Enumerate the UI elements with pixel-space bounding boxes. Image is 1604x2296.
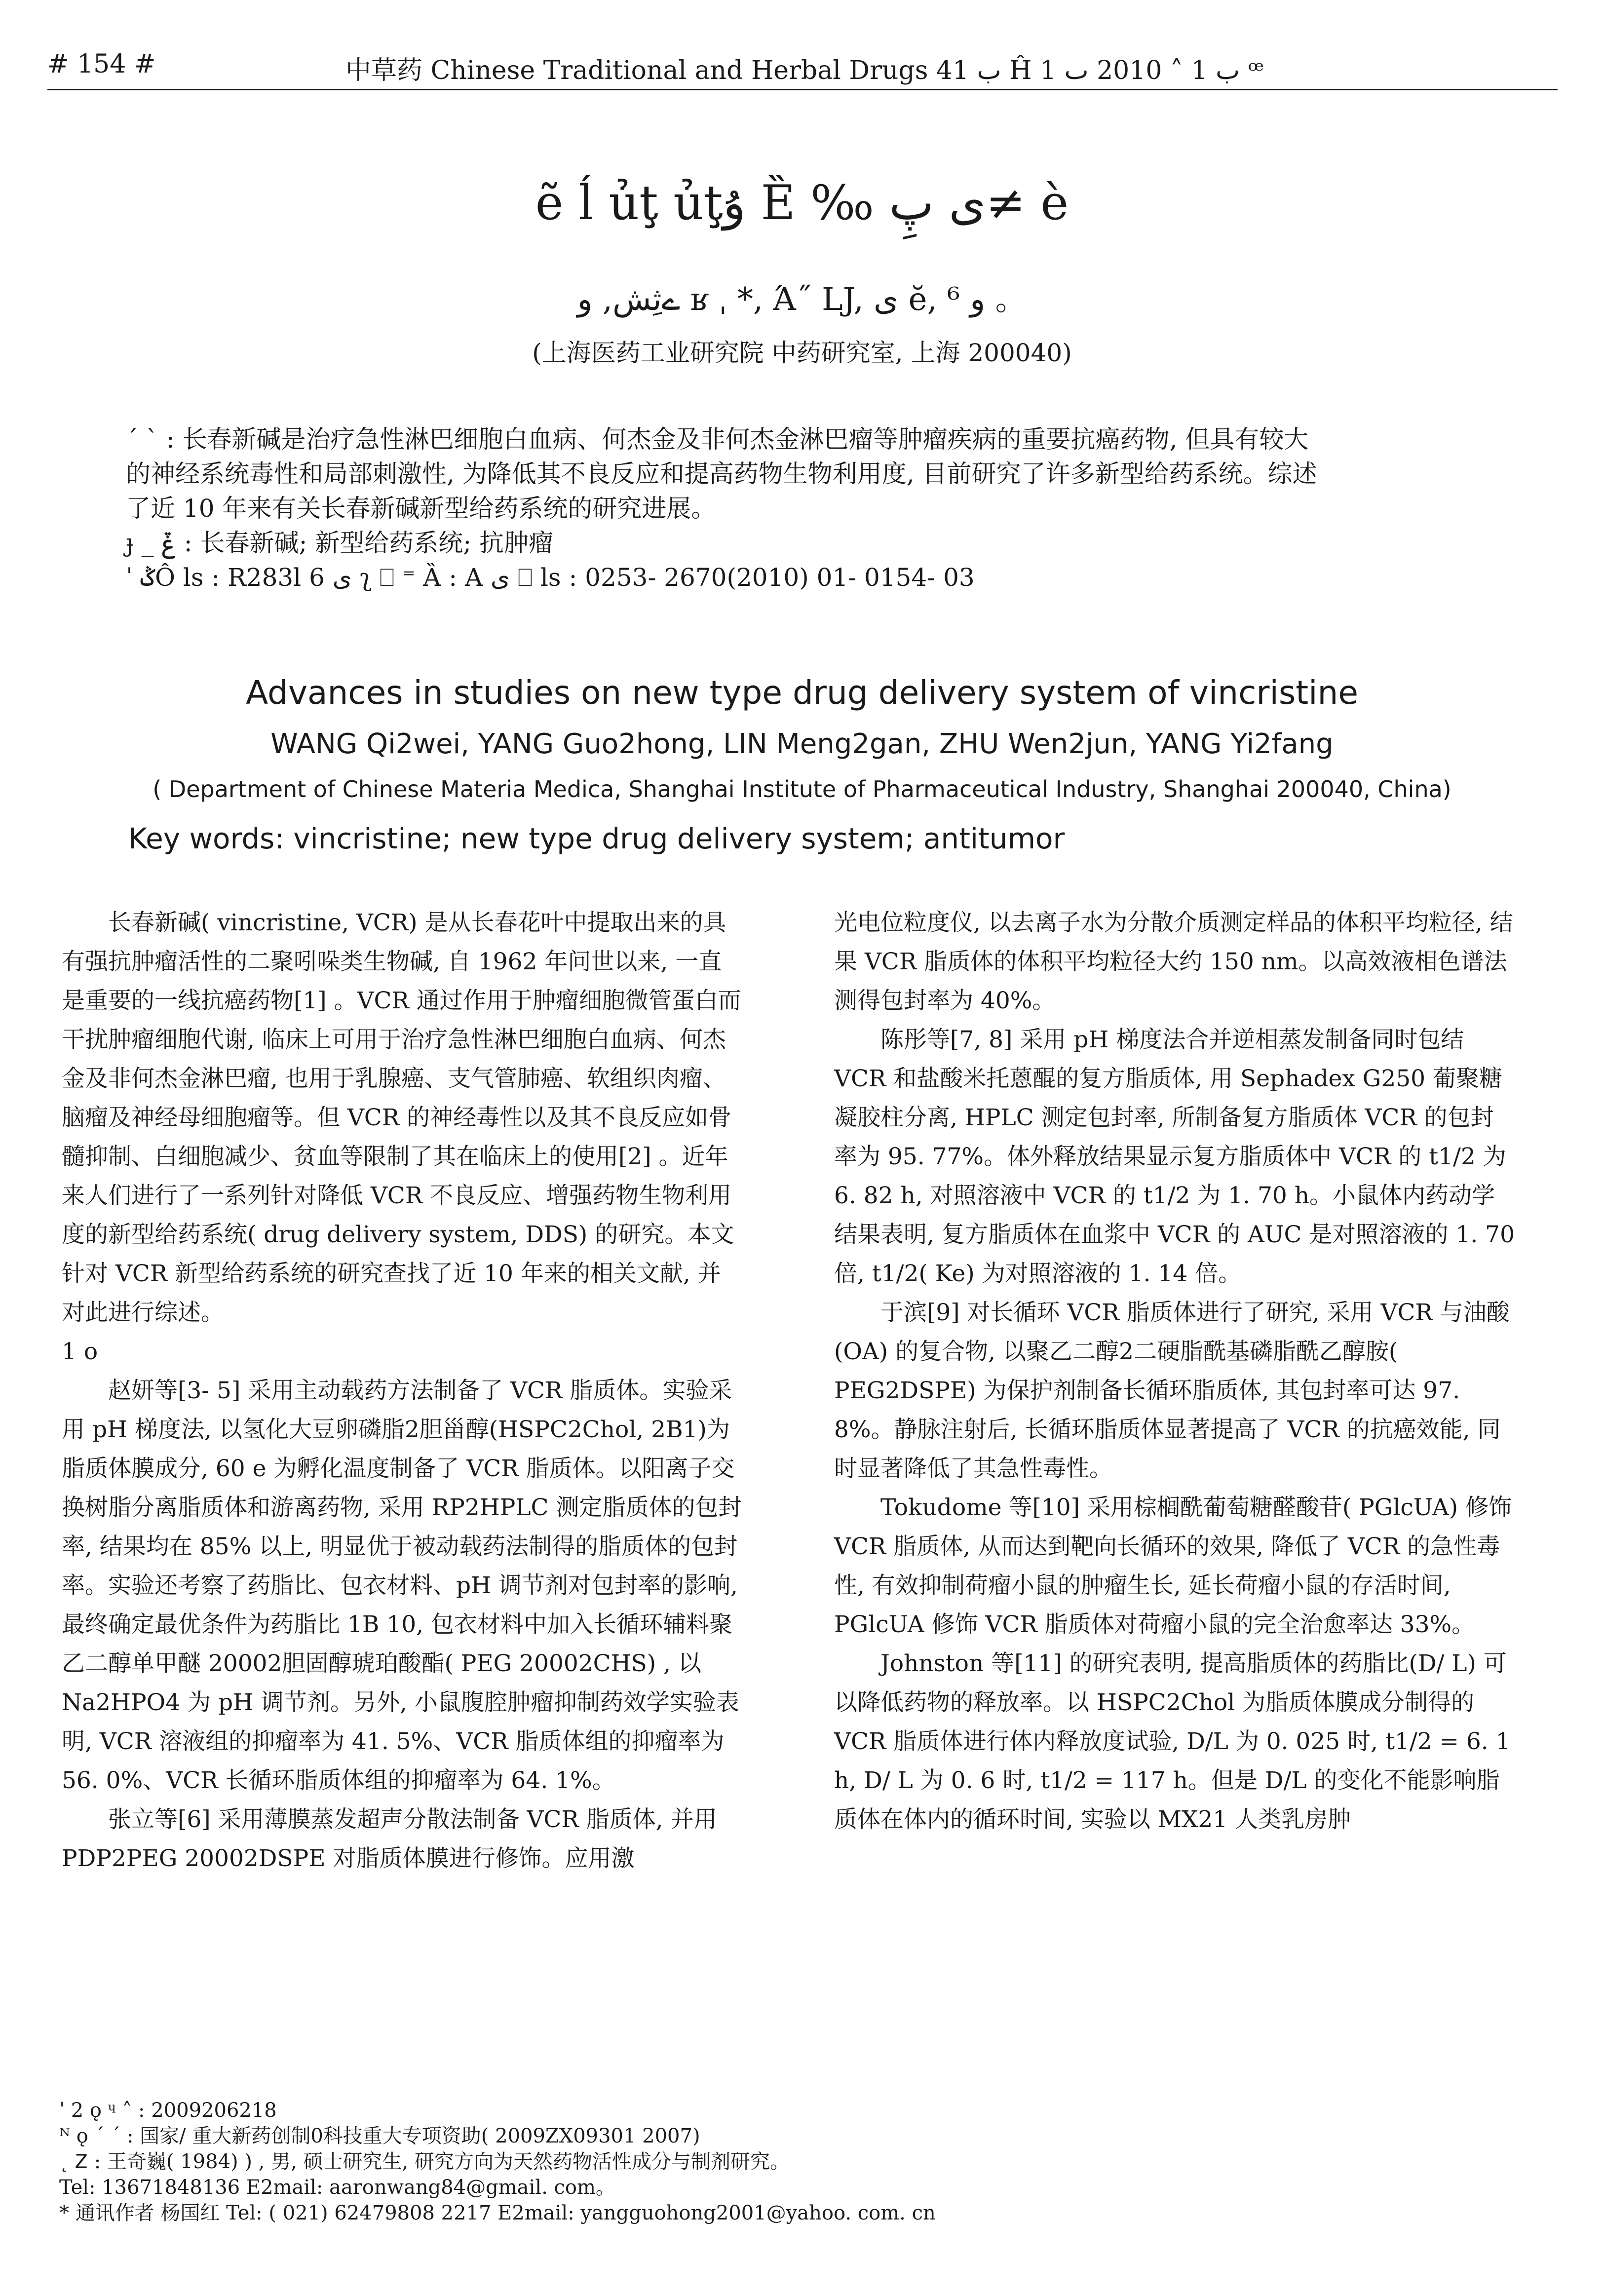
abstract xyxy=(126,422,1528,595)
abstract-line-3: 了近 10 年来有关长春新碱新型给药系统的研究进展。 xyxy=(126,494,716,523)
footnote-corresponding: * 通讯作者 杨国红 Tel: ( 021) 62479808 2217 E2mail: yangguohong2001@yahoo. com. cn xyxy=(59,2202,936,2224)
paragraph: Johnston 等[11] 的研究表明, 提高脂质体的药脂比(D/ L) 可以降低药物的释放率。以 HSPC2Chol 为脂质体膜成分制得的 VCR 脂质体进行体内释放度试验, D/L 为 0. 025 时, t1/2 = 6. 1 h, D/ L 为 0. 6 时, t1/2 = 117 h。但是 D/L 的变化不能影响脂质体在体内的循环时间, 实验以 MX21 人类乳房肿 xyxy=(834,1650,1511,1833)
paragraph: 赵妍等[3- 5] 采用主动载药方法制备了 VCR 脂质体。实验采用 pH 梯度法, 以氢化大豆卵磷脂2胆甾醇(HSPC2Chol, 2B1)为脂质体膜成分, 60 e 为孵化温度制备了 VCR 脂质体。以阳离子交换树脂分离脂质体和游离药物, 采用 RP2HPLC 测定脂质体的包封率, 结果均在 85% 以上, 明显优于被动载药法制得的脂质体的包封率。实验还考察了药脂比、包衣材料、pH 调节剂对包封率的影响, 最终确定最优条件为药脂比 1B 10, 包衣材料中加入长循环辅料聚乙二醇单甲醚 20002胆固醇琥珀酸酯( PEG 20002CHS) , 以 Na2HPO4 为 pH 调节剂。另外, 小鼠腹腔肿瘤抑制药效学实验表明, VCR 溶液组的抑瘤率为 41. 5%、VCR 脂质体组的抑瘤率为 56. 0%、VCR 长循环脂质体组的抑瘤率为 64. 1%。 xyxy=(62,1377,742,1794)
right-column xyxy=(834,903,1515,1839)
keywords: ɟ _ ݞ : 长春新碱; 新型给药系统; 抗肿瘤 xyxy=(126,529,553,557)
english-authors: WANG Qi2wei, YANG Guo2hong, LIN Meng2gan, ZHU Wen2jun, YANG Yi2fang xyxy=(270,728,1334,760)
paragraph: Tokudome 等[10] 采用棕榈酰葡萄糖醛酸苷( PGlcUA) 修饰 VCR 脂质体, 从而达到靶向长循环的效果, 降低了 VCR 的急性毒性, 有效抑制荷瘤小鼠的肿瘤生长, 延长荷瘤小鼠的存活时间, PGlcUA 修饰 VCR 脂质体对荷瘤小鼠的完全治愈率达 33%。 xyxy=(834,1494,1512,1638)
author-list: ےثِش, و ʁ ˌ *, Ά˝ LJ, ی ĕ, و ⁶ 。 xyxy=(577,281,1027,318)
paragraph: 张立等[6] 采用薄膜蒸发超声分散法制备 VCR 脂质体, 并用 PDP2PEG 20002DSPE 对脂质体膜进行修饰。应用激 xyxy=(62,1806,717,1872)
article-title: ẽ ĺ ủţ ủţۇ Ȅ ‰ ی پِ≠ è xyxy=(535,175,1069,230)
affiliation: (上海医药工业研究院 中药研究室, 上海 200040) xyxy=(532,339,1072,367)
footnote-author: ˛ Ꮓ : 王奇巍( 1984) ) , 男, 硕士研究生, 研究方向为天然药物活性成分与制剂研究。 xyxy=(59,2150,790,2173)
footnotes xyxy=(59,2098,1490,2226)
abstract-line-2: 的神经系统毒性和局部刺激性, 为降低其不良反应和提高药物生物利用度, 目前研究了许多新型给药系统。综述 xyxy=(126,459,1317,488)
paragraph: 长春新碱( vincristine, VCR) 是从长春花叶中提取出来的具有强抗肿瘤活性的二聚吲哚类生物碱, 自 1962 年问世以来, 一直是重要的一线抗癌药物[1] 。VCR 通过作用于肿瘤细胞微管蛋白而干扰肿瘤细胞代谢, 临床上可用于治疗急性淋巴细胞白血病、何杰金及非何杰金淋巴瘤, 也用于乳腺癌、支气管肺癌、软组织肉瘤、脑瘤及神经母细胞瘤等。但 VCR 的神经毒性以及其不良反应如骨髓抑制、白细胞减少、贫血等限制了其在临床上的使用[2] 。近年来人们进行了一系列针对降低 VCR 不良反应、增强药物生物利用度的新型给药系统( drug delivery system, DDS) 的研究。本文针对 VCR 新型给药系统的研究查找了近 10 年来的相关文献, 并对此进行综述。 xyxy=(62,909,741,1326)
abstract-line-1: ˊ ˋ : 长春新碱是治疗急性淋巴细胞白血病、何杰金及非何杰金淋巴瘤等肿瘤疾病的重要抗癌药物, 但具有较大 xyxy=(126,425,1309,454)
paragraph: 陈彤等[7, 8] 采用 pH 梯度法合并逆相蒸发制备同时包结 VCR 和盐酸米托蒽醌的复方脂质体, 用 Sephadex G250 葡聚糖凝胶柱分离, HPLC 测定包封率, 所制备复方脂质体 VCR 的包封率为 95. 77%。体外释放结果显示复方脂质体中 VCR 的 t1/2 为 6. 82 h, 对照溶液中 VCR 的 t1/2 为 1. 70 h。小鼠体内药动学结果表明, 复方脂质体在血浆中 VCR 的 AUC 是对照溶液的 1. 70 倍, t1/2( Ke) 为对照溶液的 1. 14 倍。 xyxy=(834,1026,1515,1287)
classification: ˈ ݣÔ ls : R283l 6 ی ʅ ⎕ ⁼ Ȁ : A ی ⎕ ls : 0253- 2670(2010) 01- 0154- 03 xyxy=(126,563,975,592)
paragraph: 于滨[9] 对长循环 VCR 脂质体进行了研究, 采用 VCR 与油酸(OA) 的复合物, 以聚乙二醇2二硬脂酰基磷脂酰乙醇胺( PEG2DSPE) 为保护剂制备长循环脂质体, 其包封率可达 97. 8%。静脉注射后, 长循环脂质体显著提高了 VCR 的抗癌效能, 同时显著降低了其急性毒性。 xyxy=(834,1299,1510,1482)
english-affiliation: ( Department of Chinese Materia Medica, Shanghai Institute of Pharmaceutical Industry, Shanghai 200040, China) xyxy=(153,776,1451,803)
left-column xyxy=(62,903,743,1878)
footnote-contact: Tel: 13671848136 E2mail: aaronwang84@gmail. com。 xyxy=(59,2176,615,2199)
english-title: Advances in studies on new type drug delivery system of vincristine xyxy=(246,674,1358,712)
footnote-funding: ᴺ ǫ ˊ ˊ : 国家/ 重大新药创制0科技重大专项资助( 2009ZX09301 2007) xyxy=(59,2125,700,2147)
page-number: # 154 # xyxy=(47,49,156,79)
section-heading: 1 o xyxy=(62,1338,98,1365)
paragraph: 光电位粒度仪, 以去离子水为分散介质测定样品的体积平均粒径, 结果 VCR 脂质体的体积平均粒径大约 150 nm。以高效液相色谱法测得包封率为 40%。 xyxy=(834,909,1513,1014)
header-rule xyxy=(47,89,1558,90)
abstract-label: ˊ ˋ xyxy=(126,425,158,454)
footnote-received: ˈ 2 ǫ ᶣ ˄ : 2009206218 xyxy=(59,2099,277,2122)
english-keywords: Key words: vincristine; new type drug delivery system; antitumor xyxy=(128,822,1065,855)
running-header: 中草药 Chinese Traditional and Herbal Drugs ب 41 Ĥ ب 1 ˄ 2010 ٮ 1 ꟹ xyxy=(345,56,1264,85)
